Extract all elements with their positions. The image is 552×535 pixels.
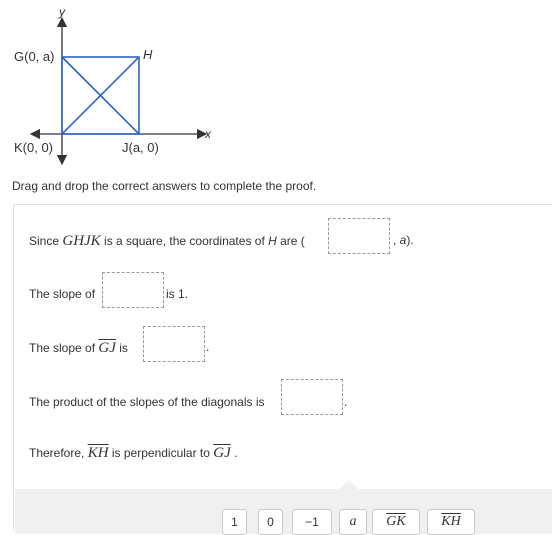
answer-tray (15, 489, 552, 534)
proof-line-1-tail (393, 233, 414, 247)
proof-line-3 (29, 340, 128, 357)
proof-line-1 (29, 233, 305, 250)
text: . (230, 446, 238, 460)
proof-line-2 (29, 287, 95, 301)
proof-line-3-tail (206, 340, 209, 354)
answer-tile-kh[interactable]: $\overline{KH}$ (427, 509, 475, 535)
segment-gj: $\overline{GJ}$ (98, 340, 116, 356)
text: is (115, 341, 128, 355)
instructions-text: Drag and drop the correct answers to complete the proof. (12, 179, 317, 193)
text: The slope of (29, 287, 96, 301)
math-ghjk: GHJK (62, 233, 101, 249)
label-k: K(0, 0) (14, 140, 54, 155)
x-axis-label: x (205, 127, 211, 141)
drop-zone-product[interactable] (281, 379, 343, 415)
var-a: a (399, 233, 407, 247)
proof-line-4 (29, 395, 264, 409)
answer-tile-gk[interactable]: $\overline{GK}$ (372, 509, 420, 535)
y-axis-label: y (59, 5, 65, 19)
answer-tile-negative-1[interactable]: −1 (292, 509, 332, 535)
proof-line-5 (29, 445, 237, 462)
text: The slope of (29, 341, 99, 355)
text: are ( (276, 234, 305, 248)
answer-tile-0[interactable]: 0 (258, 509, 283, 535)
text: . (206, 340, 210, 354)
drop-zone-slope-gj[interactable] (143, 326, 205, 362)
text: ). (406, 233, 414, 247)
answer-tile-a[interactable]: a (339, 509, 367, 535)
tray-pointer (340, 480, 358, 489)
segment-gj: $\overline{GJ}$ (213, 445, 231, 461)
axes (35, 22, 202, 160)
proof-line-2-tail (166, 287, 188, 301)
square-ghjk (62, 57, 139, 134)
segment-kh: $\overline{KH}$ (87, 445, 109, 461)
text: The product of the slopes of the diagonals is (29, 395, 265, 409)
label-h: H (143, 47, 153, 62)
label-j: J(a, 0) (122, 140, 159, 155)
answer-tile-1[interactable]: 1 (222, 509, 247, 535)
text: Since (29, 234, 63, 248)
drop-zone-h-x[interactable] (328, 218, 390, 254)
text: is a square, the coordinates of (100, 234, 269, 248)
var-h: H (268, 234, 277, 248)
proof-panel (13, 204, 552, 531)
text: , (393, 233, 400, 247)
drop-zone-slope-segment[interactable] (102, 272, 164, 308)
proof-line-4-tail (344, 395, 347, 409)
label-g: G(0, a) (14, 49, 55, 64)
text: is 1. (166, 287, 189, 301)
coordinate-figure (0, 0, 230, 172)
text: Therefore, (29, 446, 88, 460)
text: . (344, 395, 348, 409)
text: is perpendicular to (108, 446, 214, 460)
